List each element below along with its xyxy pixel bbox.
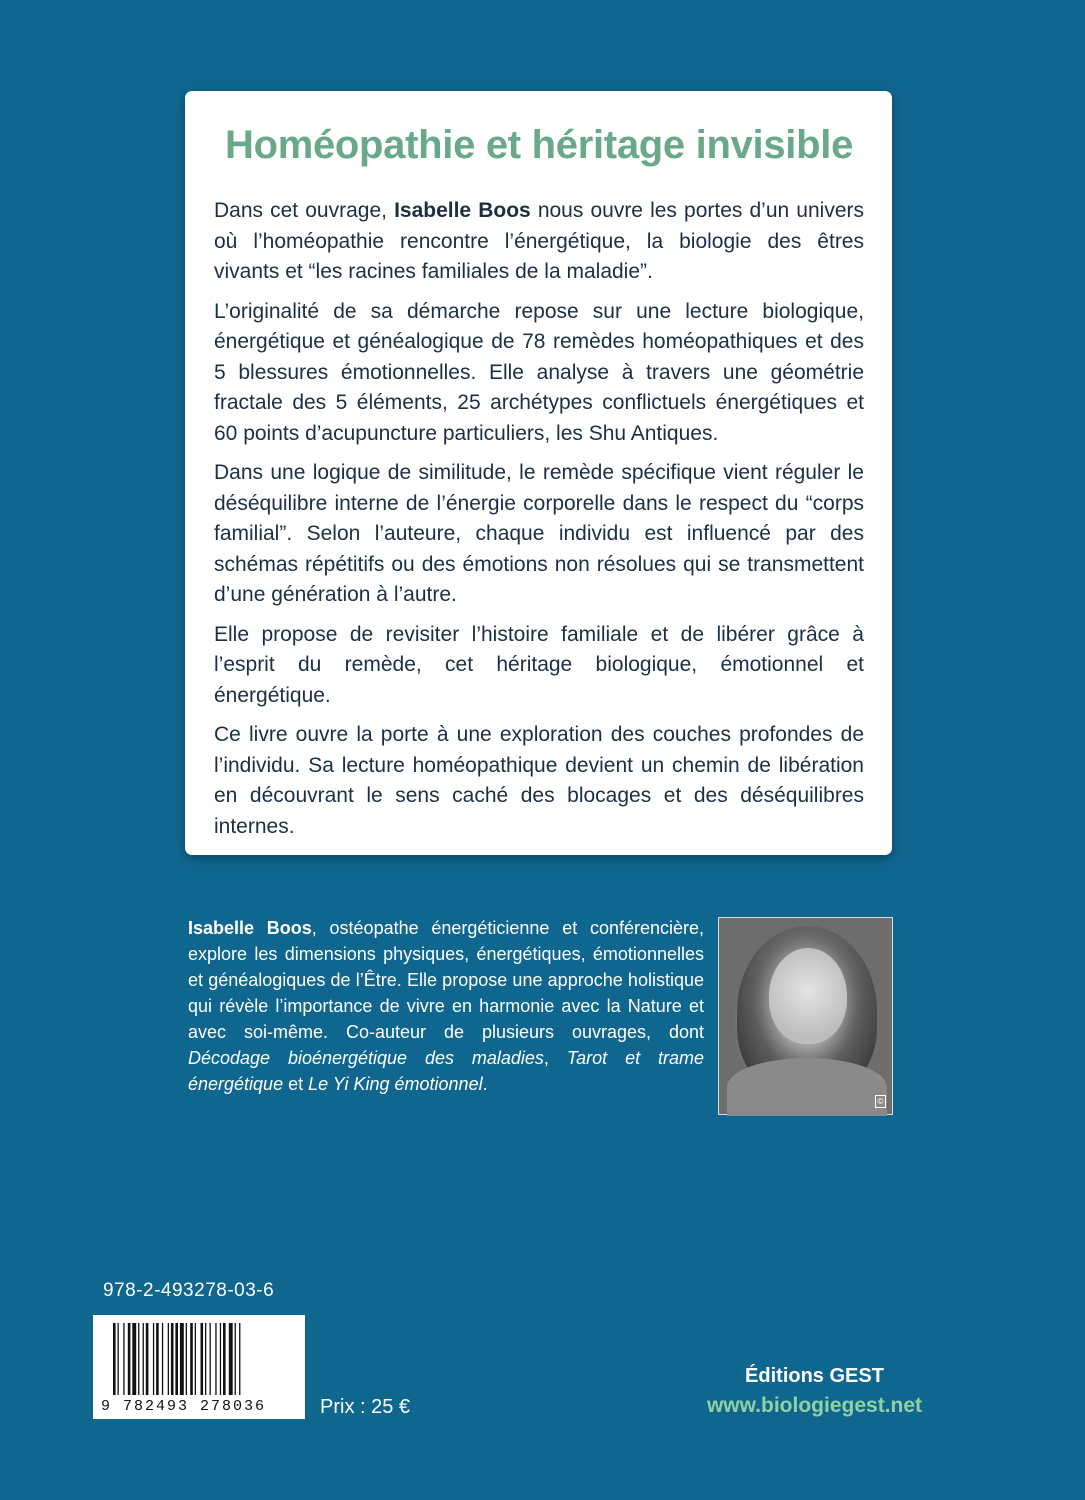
summary-paragraph-2: L’originalité de sa démarche repose sur une lecture biologique, énergétique et généalogique de 78 remèdes homéopathiques et des 5 blessures émotionnelles. Elle analyse à travers une géométrie fractale des 5 éléments, 25 archétypes conflictuels énergétiques et 60 points d’acupuncture particuliers, les Shu Antiques. (214, 299, 864, 445)
p1-end: nous ouvre les portes d’un univers où l’homéopathie rencontre l’énergétique, la biologie des êtres vivants et “les racines familiales de la maladie”. (214, 199, 864, 283)
price: Prix : 25 € (320, 1396, 411, 1418)
publisher-name: Éditions GEST (745, 1365, 884, 1387)
bio-sep-1: , (543, 1048, 567, 1068)
barcode-digits: 9 782493 278036 (101, 1398, 267, 1415)
book-ref-1: Décodage bioénergétique des maladies (188, 1048, 544, 1068)
publisher-block (697, 1362, 932, 1422)
summary-paragraph-1 (214, 196, 864, 288)
summary-paragraph-3: Dans une logique de similitude, le remède spécifique vient réguler le déséquilibre interne de l’énergie corporelle dans le respect du “corps familial”. Selon l’auteure, chaque individu est influencé par des schémas répétitifs ou des émotions non résolues qui se transmettent d’une génération à l’autre. (214, 461, 864, 606)
author-name: Isabelle Boos (188, 918, 312, 938)
bio-sep-2: et (283, 1074, 309, 1094)
photo-shoulders (727, 1058, 887, 1116)
book-ref-3: Le Yi King émotionnel (308, 1074, 483, 1094)
p1-start: Dans cet ouvrage, (214, 199, 395, 222)
barcode (93, 1315, 305, 1419)
author-bio-text: , ostéopathe énergéticienne et conférencière, explore les dimensions physiques, énergétiques, émotionnelles et généalogiques de l’Être. Elle propose une approche holistique qui révèle l’importance de vivre en harmonie avec la Nature et avec soi-même. Co-auteur de plusieurs ouvrages, dont (188, 918, 705, 1042)
book-ref-2: Tarot et trame énergétique (188, 1048, 704, 1094)
bio-end: . (482, 1074, 488, 1094)
photo-credit-icon: © (875, 1095, 886, 1108)
book-title: Homéopathie et héritage invisible (224, 123, 854, 167)
author-name-highlight: Isabelle Boos (394, 199, 531, 222)
summary-paragraph-4: Elle propose de revisiter l’histoire familiale et de libérer grâce à l’esprit du remède, cet héritage biologique, émotionnel et énergétique. (214, 622, 864, 707)
photo-face (769, 948, 847, 1044)
author-bio (188, 915, 704, 1097)
barcode-bars-icon (113, 1323, 295, 1395)
author-photo (718, 917, 893, 1115)
publisher-url: www.biologiegest.net (706, 1394, 923, 1417)
isbn-number: 978-2-493278-03-6 (103, 1280, 275, 1301)
summary-paragraph-5: Ce livre ouvre la porte à une exploration des couches profondes de l’individu. Sa lecture homéopathique devient un chemin de libération en découvrant le sens caché des blocages et des déséquilibres internes. (214, 723, 864, 838)
summary-card (185, 91, 892, 855)
